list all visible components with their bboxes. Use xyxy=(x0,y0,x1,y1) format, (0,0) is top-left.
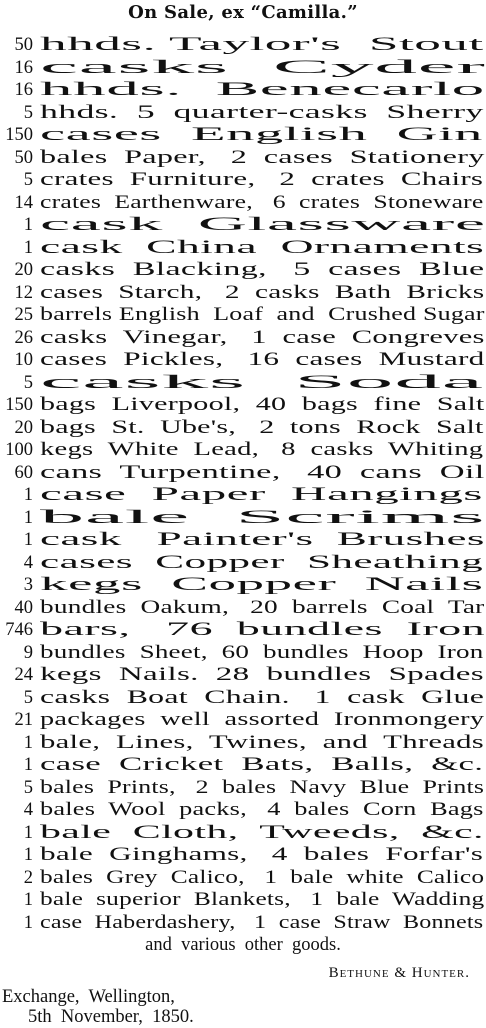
list-item xyxy=(0,237,486,260)
item-quantity: 4 xyxy=(23,800,33,820)
item-quantity: 20 xyxy=(14,260,33,280)
list-item xyxy=(0,799,486,822)
item-description: cases Starch, 2 casks Bath Bricks xyxy=(40,282,485,303)
list-item xyxy=(0,372,486,395)
merchant-signature: Bethune & Hunter. xyxy=(328,965,470,981)
item-quantity: 21 xyxy=(14,710,33,730)
item-description: bales Paper, 2 cases Stationery xyxy=(40,147,485,168)
item-description: bars, 76 bundles Iron xyxy=(40,620,486,640)
list-item xyxy=(0,124,486,147)
item-quantity: 1 xyxy=(23,732,33,753)
item-quantity: 20 xyxy=(14,417,33,438)
item-description: bale Cloth, Tweeds, &c. xyxy=(40,822,484,843)
item-quantity: 1 xyxy=(23,845,33,865)
item-quantity: 14 xyxy=(14,192,33,213)
item-description: bags Liverpool, 40 bags fine Salt xyxy=(40,395,485,415)
list-item xyxy=(0,754,486,777)
list-item xyxy=(0,462,486,485)
list-item xyxy=(0,597,486,620)
item-quantity: 5 xyxy=(23,777,33,798)
item-description: cases English Gin xyxy=(40,125,483,145)
list-item xyxy=(0,529,486,552)
list-item xyxy=(0,822,486,845)
list-item xyxy=(0,484,486,507)
item-description: casks Vinegar, 1 case Congreves xyxy=(40,327,485,348)
item-description: bale Ginghams, 4 bales Forfar's xyxy=(40,845,484,865)
list-item xyxy=(0,394,486,417)
item-description: casks Boat Chain. 1 cask Glue xyxy=(40,687,485,708)
item-description: cases Copper Sheathing xyxy=(40,552,484,573)
item-description: packages well assorted Ironmongery xyxy=(40,710,485,730)
item-quantity: 1 xyxy=(23,485,33,505)
list-item xyxy=(0,732,486,755)
item-description: bale Scrims xyxy=(40,507,486,528)
item-description: cans Turpentine, 40 cans Oil xyxy=(40,462,485,483)
item-quantity: 50 xyxy=(14,35,33,55)
item-description: kegs Nails. 28 bundles Spades xyxy=(40,665,484,685)
list-item xyxy=(0,687,486,710)
item-description: barrels English Loaf and Crushed Sugar xyxy=(40,305,485,325)
list-item xyxy=(0,34,486,57)
item-quantity: 1 xyxy=(23,912,33,933)
item-description: cask Painter's Brushes xyxy=(40,530,485,550)
date-line: 5th November, 1850. xyxy=(28,1007,194,1027)
item-quantity: 1 xyxy=(23,507,33,528)
item-quantity: 1 xyxy=(23,530,33,550)
item-quantity: 16 xyxy=(14,57,33,78)
item-quantity: 9 xyxy=(23,642,33,663)
item-description: casks Soda xyxy=(40,372,484,393)
item-quantity: 5 xyxy=(23,170,33,190)
list-item xyxy=(0,214,486,237)
list-item xyxy=(0,57,486,80)
list-item xyxy=(0,574,486,597)
item-description: bundles Oakum, 20 barrels Coal Tar xyxy=(40,597,485,618)
item-quantity: 5 xyxy=(23,372,33,393)
item-description: case Cricket Bats, Balls, &c. xyxy=(40,755,484,775)
item-quantity: 100 xyxy=(5,440,33,460)
item-description: bags St. Ube's, 2 tons Rock Salt xyxy=(40,417,484,438)
item-description: casks Cyder xyxy=(40,57,486,78)
item-quantity: 150 xyxy=(5,125,33,145)
advertisement-title: On Sale, ex “Camilla.” xyxy=(128,2,358,23)
list-item xyxy=(0,619,486,642)
item-quantity: 4 xyxy=(23,552,33,573)
item-quantity: 5 xyxy=(23,102,33,123)
list-item xyxy=(0,552,486,575)
item-quantity: 50 xyxy=(14,147,33,168)
item-description: cask Glassware xyxy=(40,215,486,235)
item-description: crates Earthenware, 6 crates Stoneware xyxy=(40,192,484,213)
item-quantity: 26 xyxy=(14,327,33,348)
item-description: bales Prints, 2 bales Navy Blue Prints xyxy=(40,777,485,798)
list-item xyxy=(0,709,486,732)
item-quantity: 25 xyxy=(14,305,33,325)
item-quantity: 1 xyxy=(23,215,33,235)
item-description: bale superior Blankets, 1 bale Wadding xyxy=(40,890,485,910)
item-quantity: 16 xyxy=(14,80,33,100)
list-item xyxy=(0,282,486,305)
list-item xyxy=(0,417,486,440)
item-quantity: 1 xyxy=(23,890,33,910)
item-description: case Haberdashery, 1 case Straw Bonnets xyxy=(40,912,484,933)
item-quantity: 1 xyxy=(23,822,33,843)
item-description: bundles Sheet, 60 bundles Hoop Iron xyxy=(40,642,484,663)
item-quantity: 150 xyxy=(5,395,33,415)
item-description: kegs White Lead, 8 casks Whiting xyxy=(40,440,484,460)
item-description: bales Grey Calico, 1 bale white Calico xyxy=(40,867,485,888)
list-item xyxy=(0,304,486,327)
list-item xyxy=(0,259,486,282)
item-quantity: 2 xyxy=(23,867,33,888)
list-item xyxy=(0,102,486,125)
item-quantity: 60 xyxy=(14,462,33,483)
list-item xyxy=(0,327,486,350)
item-description: cases Pickles, 16 cases Mustard xyxy=(40,350,485,370)
item-description: bale, Lines, Twines, and Threads xyxy=(40,732,484,753)
item-quantity: 1 xyxy=(23,237,33,258)
list-item xyxy=(0,664,486,687)
item-quantity: 746 xyxy=(5,620,33,640)
item-description: kegs Copper Nails xyxy=(40,575,484,595)
list-item xyxy=(0,867,486,890)
item-description: casks Blacking, 5 cases Blue xyxy=(40,260,485,280)
item-quantity: 1 xyxy=(23,755,33,775)
list-item xyxy=(0,147,486,170)
place-line: Exchange, Wellington, xyxy=(2,987,175,1007)
item-description: case Paper Hangings xyxy=(40,485,483,505)
item-quantity: 5 xyxy=(23,687,33,708)
list-item xyxy=(0,507,486,530)
list-item xyxy=(0,912,486,935)
list-item xyxy=(0,439,486,462)
item-description: crates Furniture, 2 crates Chairs xyxy=(40,170,484,190)
item-quantity: 24 xyxy=(14,665,33,685)
item-description: cask China Ornaments xyxy=(40,237,485,258)
closing-line: and various other goods. xyxy=(145,935,341,955)
goods-list xyxy=(0,34,486,934)
item-description: hhds. 5 quarter-casks Sherry xyxy=(40,102,484,123)
item-description: bales Wool packs, 4 bales Corn Bags xyxy=(40,800,484,820)
list-item xyxy=(0,169,486,192)
list-item xyxy=(0,889,486,912)
list-item xyxy=(0,349,486,372)
item-quantity: 40 xyxy=(14,597,33,618)
item-quantity: 10 xyxy=(14,350,33,370)
item-description: hhds. Benecarlo xyxy=(40,80,485,100)
list-item xyxy=(0,642,486,665)
list-item xyxy=(0,79,486,102)
list-item xyxy=(0,844,486,867)
list-item xyxy=(0,777,486,800)
item-quantity: 12 xyxy=(14,282,33,303)
item-quantity: 3 xyxy=(23,575,33,595)
list-item xyxy=(0,192,486,215)
item-description: hhds. Taylor's Stout xyxy=(40,35,484,55)
